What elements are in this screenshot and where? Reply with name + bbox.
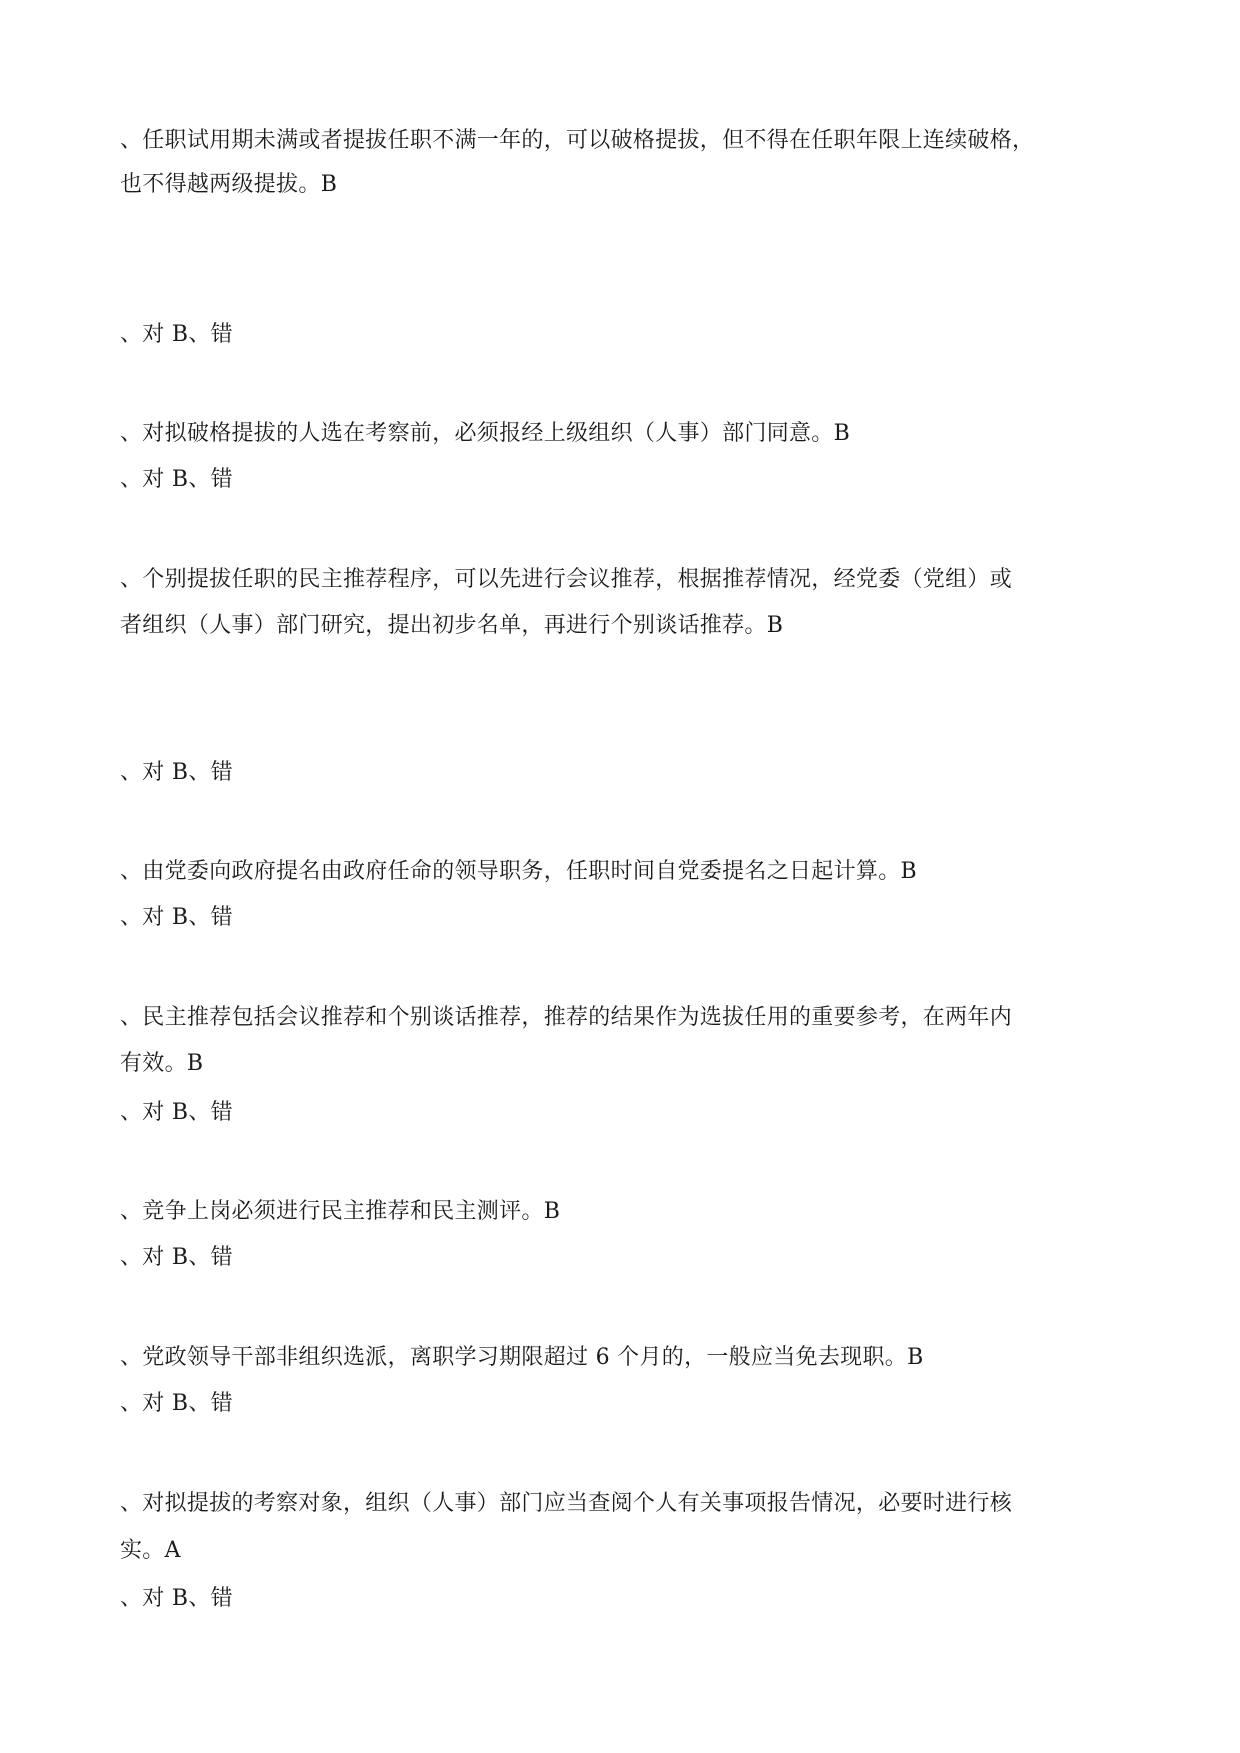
question-6-options: 、对 B、错 [120, 1245, 233, 1270]
question-5-line-1: 、民主推荐包括会议推荐和个别谈话推荐，推荐的结果作为选拔任用的重要参考，在两年内 [120, 1005, 1013, 1030]
question-7-line-1: 、党政领导干部非组织选派，离职学习期限超过 6 个月的，一般应当免去现职。B [120, 1345, 924, 1370]
question-3-line-1: 、个别提拔任职的民主推荐程序，可以先进行会议推荐，根据推荐情况，经党委（党组）或 [120, 567, 1013, 592]
question-4-options: 、对 B、错 [120, 905, 233, 930]
question-8-line-2: 实。A [120, 1538, 181, 1563]
question-8-options: 、对 B、错 [120, 1586, 233, 1611]
question-1-options: 、对 B、错 [120, 322, 233, 347]
question-3-line-2: 者组织（人事）部门研究，提出初步名单，再进行个别谈话推荐。B [120, 613, 784, 638]
question-8-line-1: 、对拟提拔的考察对象，组织（人事）部门应当查阅个人有关事项报告情况，必要时进行核 [120, 1491, 1013, 1516]
question-1-line-2: 也不得越两级提拔。B [120, 172, 338, 197]
question-2-options: 、对 B、错 [120, 467, 233, 492]
question-5-line-2: 有效。B [120, 1051, 204, 1076]
question-7-options: 、对 B、错 [120, 1391, 233, 1416]
question-6-line-1: 、竞争上岗必须进行民主推荐和民主测评。B [120, 1199, 561, 1224]
question-4-line-1: 、由党委向政府提名由政府任命的领导职务，任职时间自党委提名之日起计算。B [120, 859, 917, 884]
question-3-options: 、对 B、错 [120, 760, 233, 785]
question-2-line-1: 、对拟破格提拔的人选在考察前，必须报经上级组织（人事）部门同意。B [120, 421, 851, 446]
question-1-line-1: 、任职试用期未满或者提拔任职不满一年的，可以破格提拔，但不得在任职年限上连续破格， [120, 128, 1035, 153]
question-5-options: 、对 B、错 [120, 1100, 233, 1125]
